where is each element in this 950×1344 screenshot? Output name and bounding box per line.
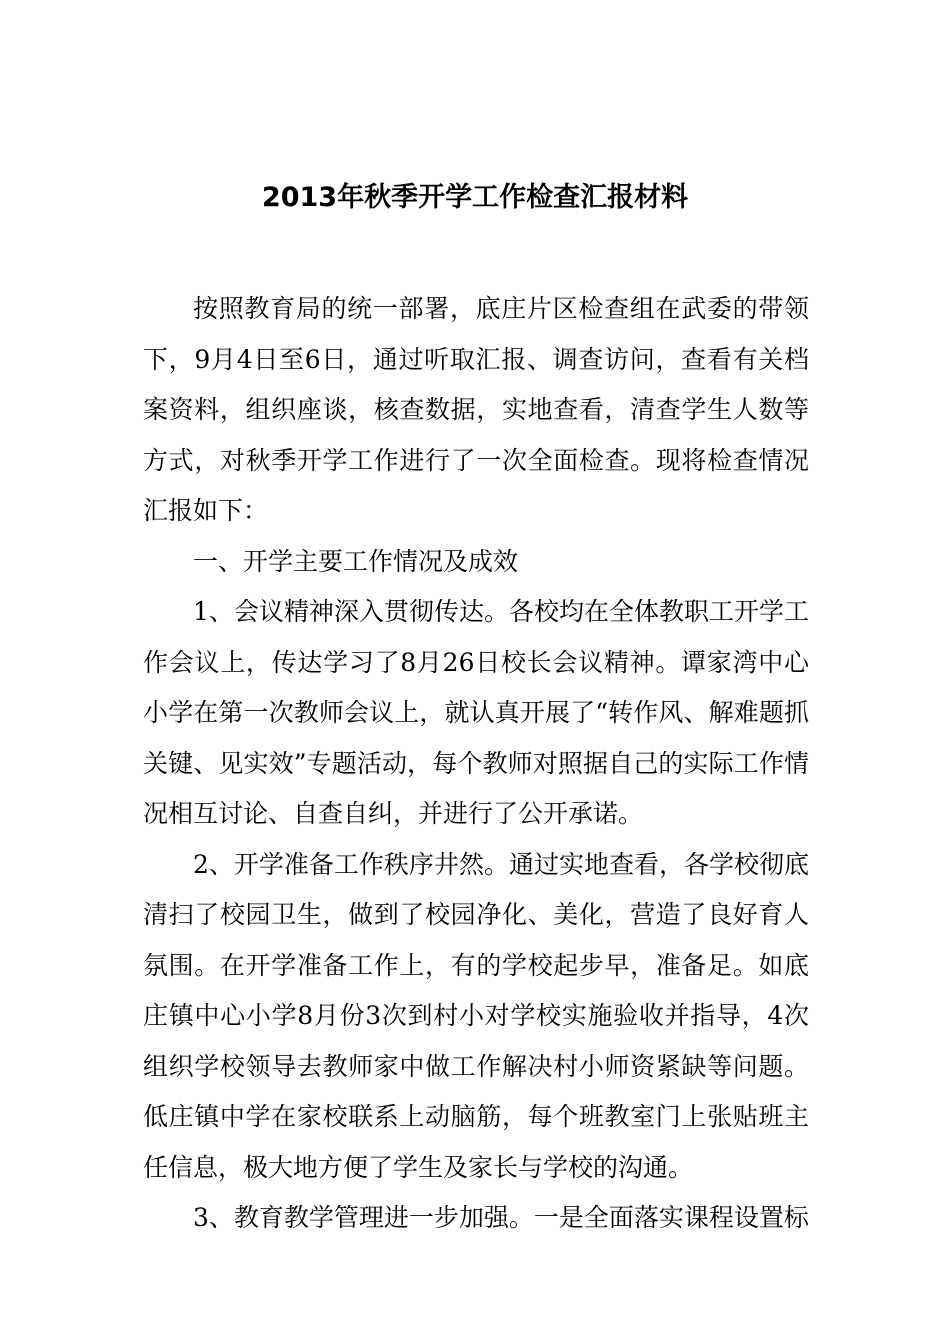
section-heading-1: 一、开学主要工作情况及成效 [193, 546, 519, 576]
document-body [143, 284, 809, 1244]
paragraph-item-1: 1、会议精神深入贯彻传达。各校均在全体教职工开学工作会议上，传达学习了8月26日校长会议精神。谭家湾中心小学在第一次教师会议上，就认真开展了“转作风、解难题抓关键、见实效”专题活动，每个教师对照据自己的实际工作情况相互讨论、自查自纠，并进行了公开承诺。 [143, 597, 809, 828]
paragraph-intro: 按照教育局的统一部署，底庄片区检查组在武委的带领下，9月4日至6日，通过听取汇报、调查访问，查看有关档案资料，组织座谈，核查数据，实地查看，清查学生人数等方式，对秋季开学工作进行了一次全面检查。现将检查情况汇报如下： [143, 294, 809, 525]
paragraph-item-3: 3、教育教学管理进一步加强。一是全面落实课程设置标 [193, 1203, 809, 1232]
paragraph-item-2: 2、开学准备工作秩序井然。通过实地查看，各学校彻底清扫了校园卫生，做到了校园净化、美化，营造了良好育人氛围。在开学准备工作上，有的学校起步早，准备足。如底庄镇中心小学8月份3次到村小对学校实施验收并指导，4次组织学校领导去教师家中做工作解决村小师资紧缺等问题。低庄镇中学在家校联系上动脑筋，每个班教室门上张贴班主任信息，极大地方便了学生及家长与学校的沟通。 [143, 849, 809, 1182]
document-title: 2013年秋季开学工作检查汇报材料 [261, 182, 689, 213]
